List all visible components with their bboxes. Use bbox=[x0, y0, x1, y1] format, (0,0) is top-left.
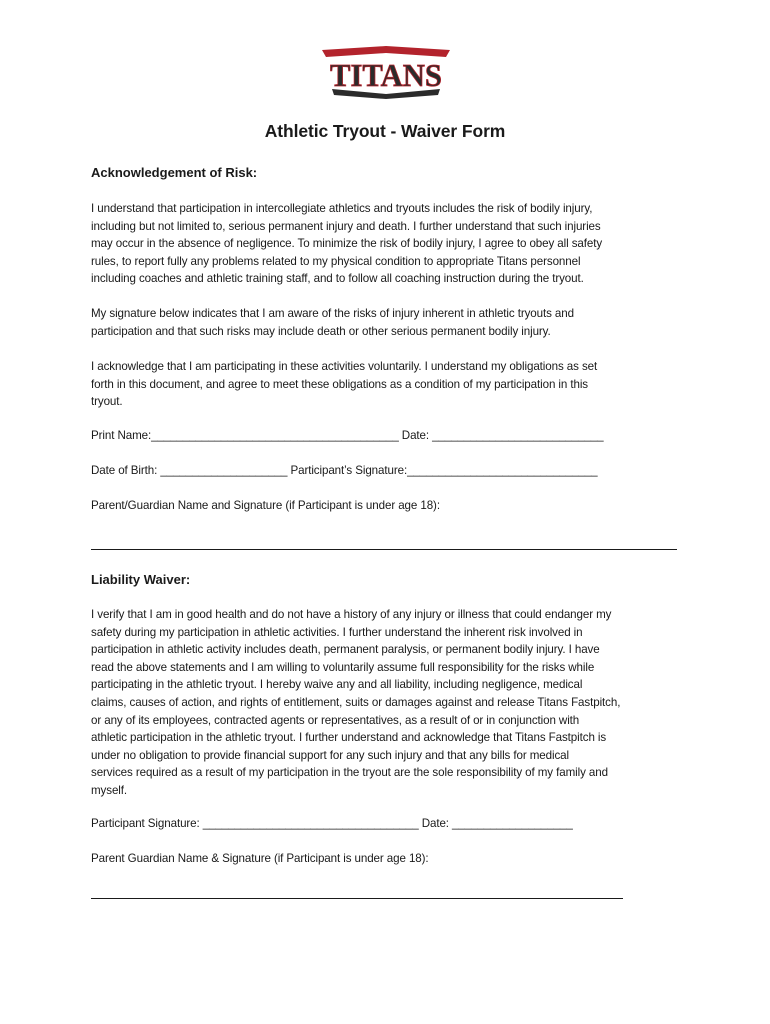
text-line: participation in athletic activity includes death, permanent paralysis, or permanent bodily injury. I have bbox=[91, 643, 600, 657]
text-line: athletic participation in the athletic tryout. I further understand and acknowledge that Titans Fastpitch is bbox=[91, 731, 607, 745]
logo-top-banner bbox=[322, 46, 450, 57]
guardian-signature-label: Parent/Guardian Name and Signature (if Participant is under age 18): bbox=[91, 499, 440, 512]
text-line: I understand that participation in intercollegiate athletics and tryouts includes the risk of bodily injury, bbox=[91, 202, 593, 215]
text-line: including but not limited to, serious permanent injury and death. I further understand that such injuries bbox=[91, 219, 601, 233]
print-name-date-field[interactable]: Print Name:_______________________________________ Date: ___________________________ bbox=[91, 429, 604, 442]
text-line: claims, causes of action, and rights of entitlement, suits or damages against and release Titans Fastpitch, bbox=[91, 695, 621, 709]
text-line: I acknowledge that I am participating in these activities voluntarily. I understand my obligations as set bbox=[91, 360, 598, 373]
liability-heading: Liability Waiver: bbox=[91, 572, 191, 587]
liability-paragraph bbox=[91, 606, 691, 800]
dob-signature-field[interactable]: Date of Birth: ____________________ Participant’s Signature:______________________________ bbox=[91, 464, 598, 477]
text-line: including coaches and athletic training staff, and to follow all coaching instruction during the tryout. bbox=[91, 272, 584, 286]
risk-paragraph-1 bbox=[91, 200, 691, 288]
risk-paragraph-3 bbox=[91, 358, 691, 411]
risk-heading: Acknowledgement of Risk: bbox=[91, 165, 258, 180]
text-line: or any of its employees, contracted agents or representatives, as a result of or in conjunction with bbox=[91, 713, 580, 727]
page-title: Athletic Tryout - Waiver Form bbox=[264, 121, 506, 141]
text-line: safety during my participation in athletic activities. I further understand the inherent risk involved in bbox=[91, 625, 583, 639]
text-line: I verify that I am in good health and do not have a history of any injury or illness that could endanger my bbox=[91, 608, 612, 621]
participant-signature-date-field[interactable]: Participant Signature: __________________________________ Date: ___________________ bbox=[91, 817, 573, 830]
text-line: My signature below indicates that I am aware of the risks of injury inherent in athletic tryouts and bbox=[91, 307, 574, 320]
text-line: myself. bbox=[91, 783, 128, 797]
text-line: services required as a result of my participation in the tryout are the sole responsibility of my family and bbox=[91, 766, 608, 780]
text-line: forth in this document, and agree to meet these obligations as a condition of my participation in this bbox=[91, 377, 588, 391]
text-line: may occur in the absence of negligence. To minimize the risk of bodily injury, I agree to obey all safety bbox=[91, 237, 603, 251]
guardian-signature-label-2: Parent Guardian Name & Signature (if Participant is under age 18): bbox=[91, 852, 429, 865]
guardian-signature-line[interactable] bbox=[91, 549, 677, 550]
risk-paragraph-2 bbox=[91, 305, 691, 340]
text-line: read the above statements and I am willing to voluntarily assume full responsibility for the risks while bbox=[91, 660, 595, 674]
text-line: under no obligation to provide financial support for any such injury and that any bills for medical bbox=[91, 748, 569, 762]
text-line: rules, to report fully any problems related to my physical condition to appropriate Titans personnel bbox=[91, 254, 581, 268]
text-line: participating in the athletic tryout. I hereby waive any and all liability, including negligence, medical bbox=[91, 678, 583, 692]
titans-logo bbox=[318, 44, 454, 100]
text-line: tryout. bbox=[91, 395, 123, 409]
guardian-signature-line-2[interactable] bbox=[91, 898, 623, 899]
logo-wordmark: TITANS bbox=[330, 57, 442, 93]
text-line: participation and that such risks may include death or other serious permanent bodily injury. bbox=[91, 324, 551, 338]
